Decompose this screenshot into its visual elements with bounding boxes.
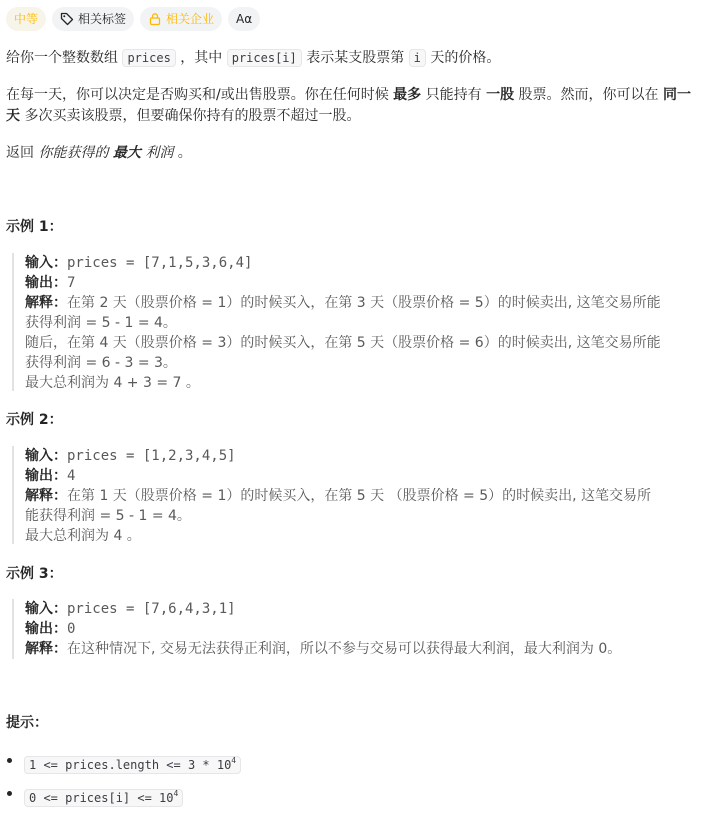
related-tags-button[interactable] [52, 7, 134, 31]
related-companies-label: 相关企业 [166, 12, 215, 26]
font-size-icon: Aα [236, 12, 253, 26]
inline-code: prices [122, 49, 175, 67]
text: 返回 [6, 145, 39, 161]
example-2-title: 示例 2： [6, 412, 63, 428]
output-value: 4 [67, 468, 76, 484]
italic-text: 你能获得的 [38, 145, 113, 161]
inline-code: prices[i] [227, 49, 302, 67]
bold-text: 一股 [486, 87, 515, 103]
desc-paragraph-3 [6, 143, 693, 164]
explain-line: 能获得利润 = 5 - 1 = 4。 [25, 508, 191, 524]
font-size-button[interactable] [228, 7, 260, 31]
inline-code [24, 789, 183, 807]
bold-italic-text: 最大 [112, 145, 141, 161]
output-value: 0 [67, 621, 76, 637]
difficulty-label: 中等 [14, 12, 39, 26]
example-3-block [12, 599, 693, 659]
text: 给你一个整数数组 [6, 50, 123, 66]
explain-label: 解释： [25, 295, 67, 311]
explain-label: 解释： [25, 488, 67, 504]
hint-text: 0 <= prices[i] <= 10 [29, 791, 174, 805]
inline-code [24, 756, 241, 774]
related-tags-label: 相关标签 [78, 12, 127, 26]
example-3-title: 示例 3： [6, 566, 63, 582]
text: 天的价格。 [425, 50, 501, 66]
explain-line: 获得利润 = 6 - 3 = 3。 [25, 355, 177, 371]
hint-exponent: 4 [173, 789, 179, 798]
difficulty-badge [6, 7, 46, 31]
explain-line: 最大总利润为 4 + 3 = 7 。 [25, 375, 200, 391]
bold-text: 同一天 [6, 87, 691, 124]
explain-line: 在这种情况下, 交易无法获得正利润，所以不参与交易可以获得最大利润，最大利润为 0。 [67, 641, 622, 657]
text: ，其中 [175, 50, 227, 66]
example-1-block [12, 253, 693, 391]
input-value: prices = [7,1,5,3,6,4] [67, 255, 253, 271]
hints-title: 提示： [6, 715, 48, 731]
desc-paragraph-2 [6, 85, 693, 127]
explain-line: 获得利润 = 5 - 1 = 4。 [25, 315, 177, 331]
example-2-block [12, 446, 693, 544]
output-label: 输出： [25, 468, 67, 484]
explain-label: 解释： [25, 641, 67, 657]
hint-exponent: 4 [231, 756, 237, 765]
explain-line: 最大总利润为 4 。 [25, 528, 141, 544]
inline-code: i [409, 49, 426, 67]
lock-icon [148, 12, 162, 26]
text: 表示某支股票第 [301, 50, 409, 66]
hint-text: 1 <= prices.length <= 3 * 10 [29, 758, 232, 772]
bold-text: 最多 [393, 87, 422, 103]
tag-icon [60, 12, 74, 26]
hint-item [6, 750, 241, 783]
desc-paragraph-1 [6, 48, 693, 69]
explain-line: 随后，在第 4 天（股票价格 = 3）的时候买入，在第 5 天（股票价格 = 6）的时候卖出, 这笔交易所能 [25, 335, 661, 351]
text: 只能持有 [421, 87, 487, 103]
text: 。 [173, 145, 192, 161]
output-label: 输出： [25, 621, 67, 637]
explain-line: 在第 2 天（股票价格 = 1）的时候买入，在第 3 天（股票价格 = 5）的时候卖出, 这笔交易所能 [67, 295, 661, 311]
input-label: 输入： [25, 255, 67, 271]
input-value: prices = [7,6,4,3,1] [67, 601, 236, 617]
example-1-title: 示例 1： [6, 219, 63, 235]
italic-text: 利润 [140, 145, 174, 161]
hint-item [6, 783, 241, 816]
text: 在每一天，你可以决定是否购买和/或出售股票。你在任何时候 [6, 87, 394, 103]
input-label: 输入： [25, 601, 67, 617]
output-label: 输出： [25, 275, 67, 291]
input-label: 输入： [25, 448, 67, 464]
tag-bar [6, 7, 260, 31]
hints-list [6, 750, 241, 816]
explain-line: 在第 1 天（股票价格 = 1）的时候买入，在第 5 天 （股票价格 = 5）的时候卖出, 这笔交易所 [67, 488, 652, 504]
related-companies-button[interactable] [140, 7, 222, 31]
text: 股票。然而，你可以在 [514, 87, 663, 103]
input-value: prices = [1,2,3,4,5] [67, 448, 236, 464]
text: 多次买卖该股票，但要确保你持有的股票不超过一股。 [20, 108, 361, 124]
output-value: 7 [67, 275, 76, 291]
